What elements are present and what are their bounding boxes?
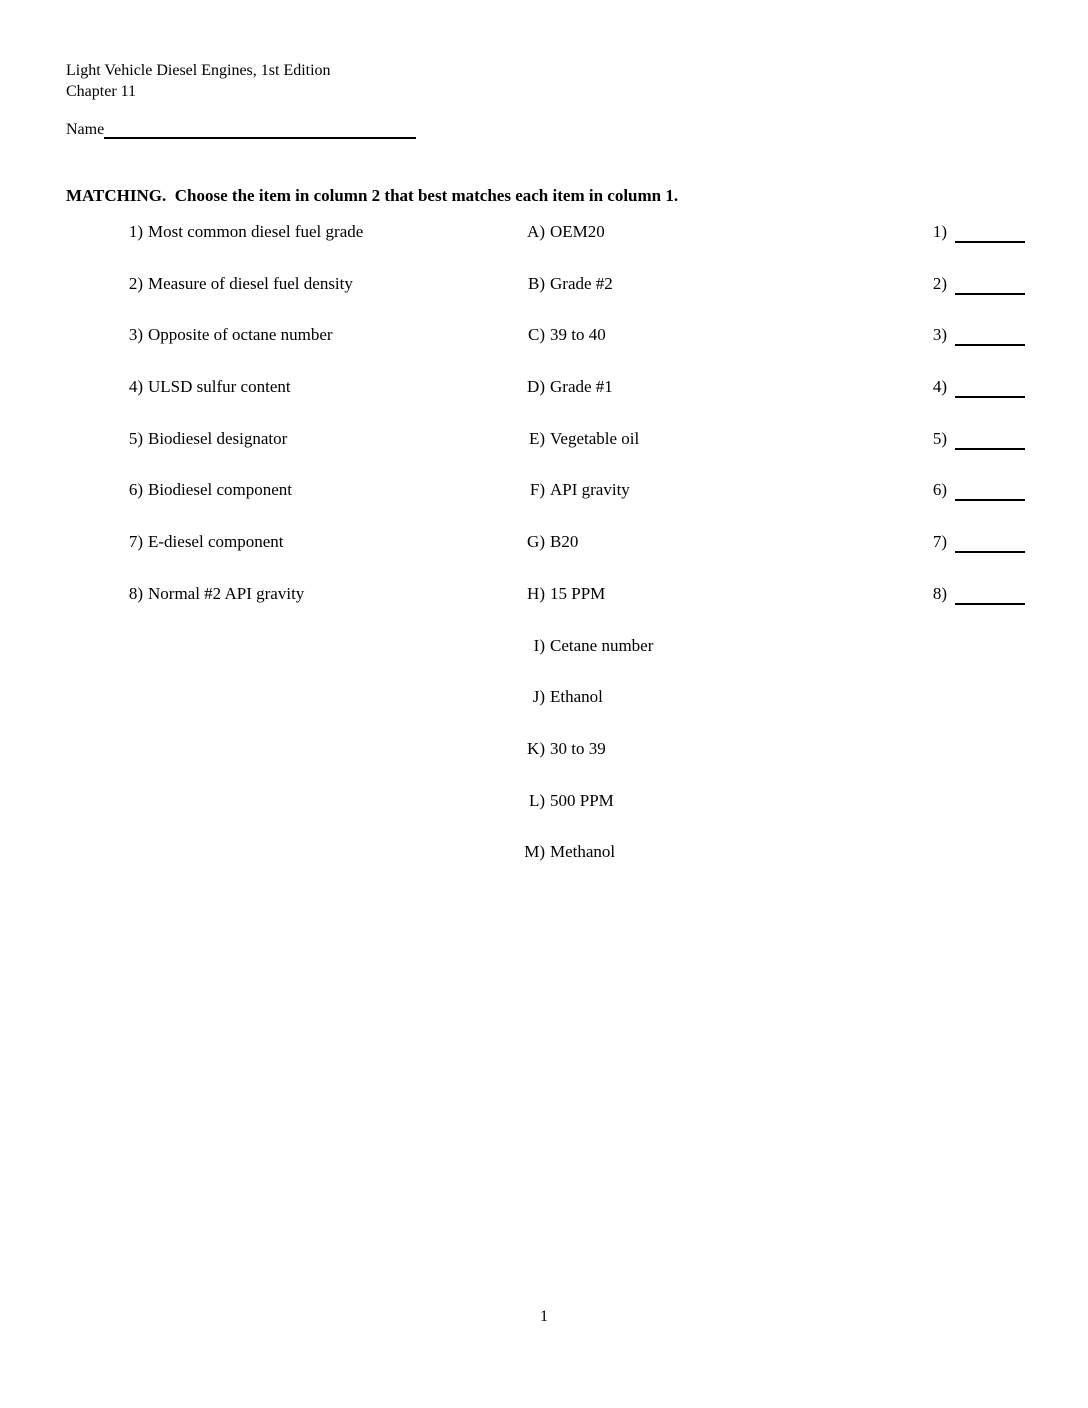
answer-row bbox=[888, 221, 1025, 273]
column2-option bbox=[480, 428, 653, 480]
item-text: Most common diesel fuel grade bbox=[148, 222, 364, 241]
item-number: 6) bbox=[128, 480, 143, 500]
column1-items bbox=[80, 221, 363, 635]
column2-options bbox=[480, 221, 653, 893]
answer-blank-field[interactable] bbox=[955, 330, 1025, 346]
option-text: OEM20 bbox=[550, 222, 605, 241]
column2-option bbox=[480, 583, 653, 635]
item-number: 4) bbox=[128, 377, 143, 397]
option-letter: B) bbox=[528, 273, 545, 293]
answer-row bbox=[888, 273, 1025, 325]
item-text: Biodiesel designator bbox=[148, 428, 288, 448]
item-text: Normal #2 API gravity bbox=[148, 583, 305, 603]
item-number: 2) bbox=[128, 273, 143, 293]
item-text: Biodiesel component bbox=[148, 480, 293, 500]
option-text: Ethanol bbox=[550, 687, 603, 707]
document-header bbox=[66, 60, 331, 102]
option-letter: I) bbox=[533, 635, 545, 655]
answer-blank-field[interactable] bbox=[955, 382, 1025, 398]
option-letter: D) bbox=[527, 377, 545, 397]
answer-row bbox=[888, 324, 1025, 376]
answer-blank-field[interactable] bbox=[955, 485, 1025, 501]
item-number: 3) bbox=[128, 325, 143, 345]
column1-item bbox=[80, 376, 363, 428]
name-label: Name bbox=[66, 121, 105, 138]
matching-instructions: MATCHING. Choose the item in column 2 that best matches each item in column 1. bbox=[66, 186, 679, 205]
option-text: Vegetable oil bbox=[550, 428, 640, 448]
column1-item bbox=[80, 324, 363, 376]
answer-number: 3) bbox=[932, 325, 947, 345]
answer-blank-field[interactable] bbox=[955, 537, 1025, 553]
item-text: ULSD sulfur content bbox=[148, 377, 291, 397]
answer-number: 2) bbox=[932, 273, 947, 293]
column2-option bbox=[480, 635, 653, 687]
option-letter: J) bbox=[532, 687, 545, 707]
column1-item bbox=[80, 531, 363, 583]
option-letter: H) bbox=[527, 583, 545, 603]
option-text: 39 to 40 bbox=[550, 325, 606, 345]
document-title: Light Vehicle Diesel Engines, 1st Edition bbox=[66, 62, 331, 79]
item-text: E-diesel component bbox=[148, 532, 284, 552]
chapter-label: Chapter 11 bbox=[66, 83, 137, 100]
answer-row bbox=[888, 428, 1025, 480]
column1-item bbox=[80, 479, 363, 531]
option-letter: C) bbox=[528, 325, 545, 345]
column2-option bbox=[480, 479, 653, 531]
option-letter: M) bbox=[524, 842, 545, 862]
option-letter: K) bbox=[527, 738, 545, 758]
answer-row bbox=[888, 531, 1025, 583]
item-text: Opposite of octane number bbox=[148, 325, 333, 345]
item-number: 7) bbox=[128, 532, 143, 552]
column2-option bbox=[480, 324, 653, 376]
answer-row bbox=[888, 583, 1025, 635]
name-blank-field[interactable] bbox=[104, 123, 416, 139]
option-text: B20 bbox=[550, 532, 579, 552]
column2-option bbox=[480, 790, 653, 842]
option-text: 15 PPM bbox=[550, 583, 606, 603]
answer-number: 4) bbox=[932, 377, 947, 397]
option-text: Cetane number bbox=[550, 635, 654, 655]
answer-number: 5) bbox=[932, 428, 947, 448]
option-text: 500 PPM bbox=[550, 790, 614, 810]
column2-option bbox=[480, 531, 653, 583]
item-number: 5) bbox=[128, 428, 143, 448]
option-text: 30 to 39 bbox=[550, 738, 606, 758]
answer-blank-field[interactable] bbox=[955, 227, 1025, 243]
option-text: Grade #1 bbox=[550, 377, 613, 397]
item-number: 8) bbox=[128, 583, 143, 603]
answer-blank-field[interactable] bbox=[955, 589, 1025, 605]
page-number: 1 bbox=[540, 1308, 548, 1325]
answer-row bbox=[888, 479, 1025, 531]
column1-item bbox=[80, 273, 363, 325]
name-line bbox=[66, 121, 416, 139]
item-number: 1) bbox=[128, 222, 143, 241]
answer-blank-field[interactable] bbox=[955, 279, 1025, 295]
column2-option bbox=[480, 221, 653, 273]
answer-blanks-column bbox=[888, 221, 1025, 635]
answer-row bbox=[888, 376, 1025, 428]
column2-option bbox=[480, 738, 653, 790]
option-text: Grade #2 bbox=[550, 273, 613, 293]
option-letter: F) bbox=[529, 480, 545, 500]
column1-item bbox=[80, 428, 363, 480]
option-letter: E) bbox=[528, 428, 545, 448]
option-letter: A) bbox=[527, 222, 545, 241]
answer-number: 6) bbox=[932, 480, 947, 500]
column2-option bbox=[480, 841, 653, 893]
column2-option bbox=[480, 686, 653, 738]
answer-blank-field[interactable] bbox=[955, 434, 1025, 450]
column1-item bbox=[80, 583, 363, 635]
option-text: API gravity bbox=[550, 480, 630, 500]
item-text: Measure of diesel fuel density bbox=[148, 273, 353, 293]
column2-option bbox=[480, 376, 653, 428]
column1-item bbox=[80, 221, 363, 273]
option-letter: L) bbox=[528, 790, 545, 810]
option-letter: G) bbox=[527, 532, 545, 552]
answer-number: 8) bbox=[932, 583, 947, 603]
option-text: Methanol bbox=[550, 842, 616, 862]
answer-number: 7) bbox=[932, 532, 947, 552]
answer-number: 1) bbox=[932, 222, 947, 241]
column2-option bbox=[480, 273, 653, 325]
